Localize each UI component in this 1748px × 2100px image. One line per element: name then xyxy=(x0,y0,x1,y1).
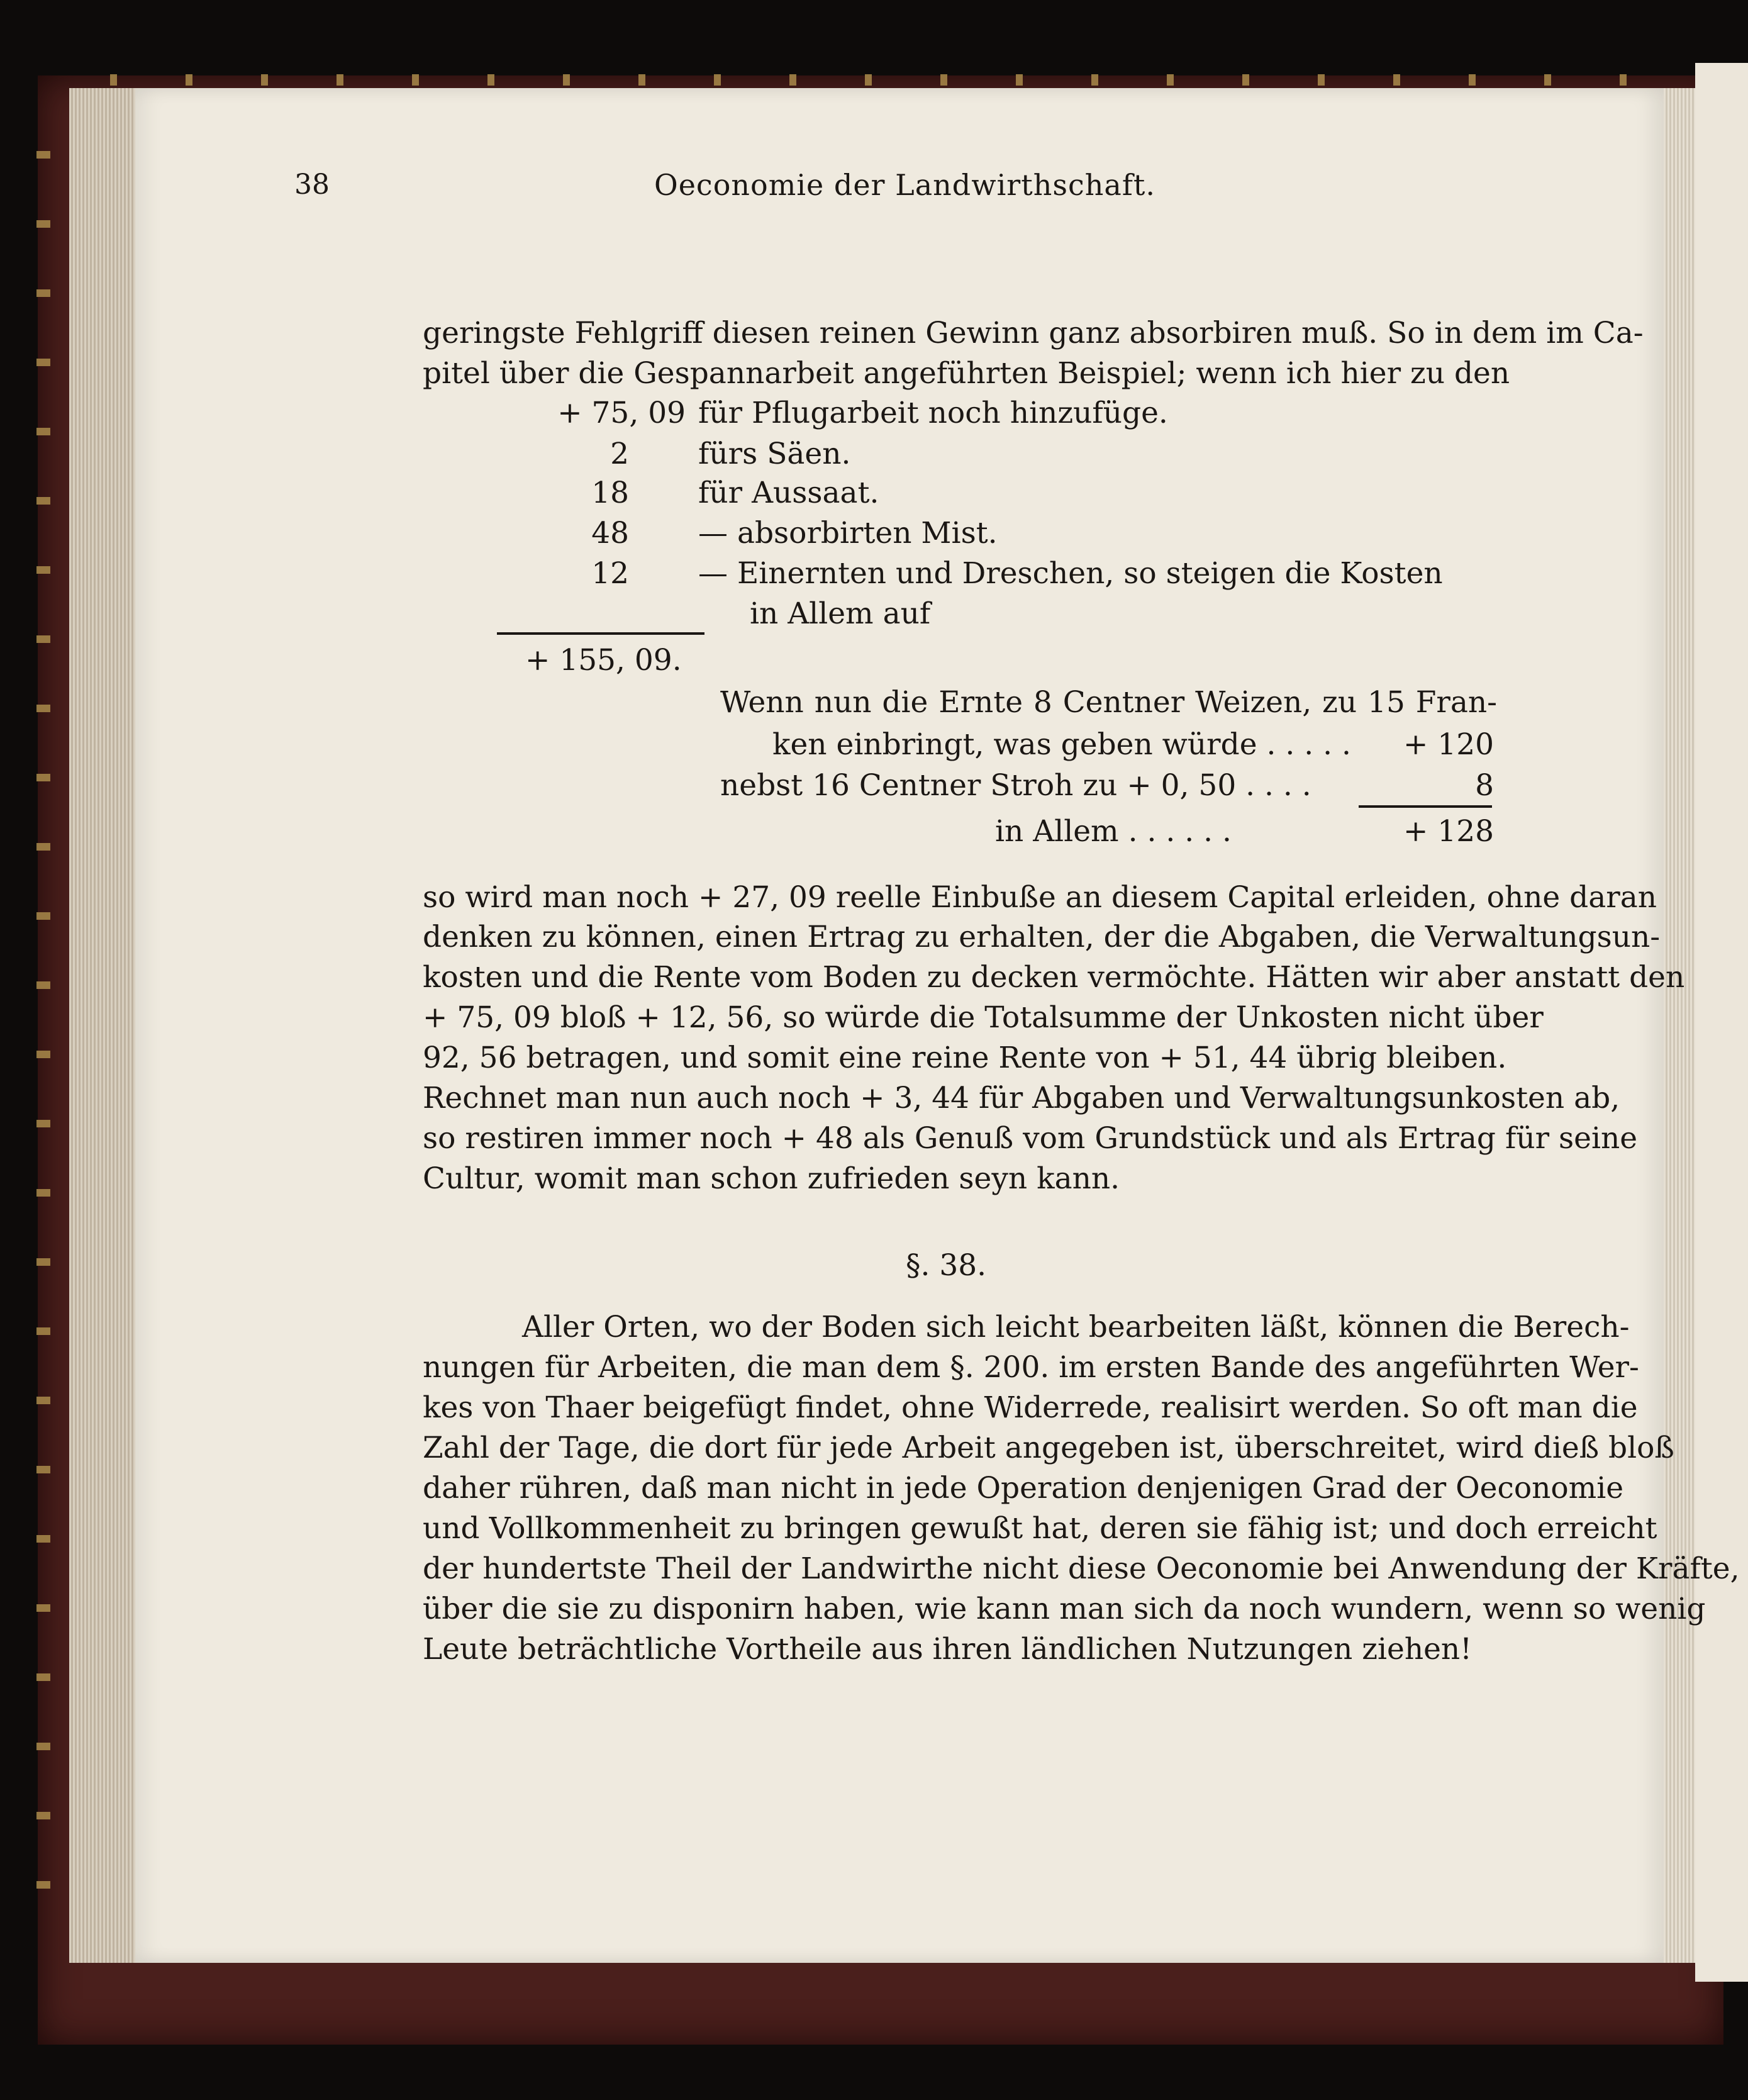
cost-text: fürs Säen. xyxy=(698,437,851,471)
text-line: 92, 56 betragen, und somit eine reine Rente von + 51, 44 übrig bleiben. xyxy=(423,1041,1507,1075)
cost-text: — absorbirten Mist. xyxy=(698,516,998,550)
text-line: Aller Orten, wo der Boden sich leicht bearbeiten läßt, können die Berech- xyxy=(522,1310,1630,1344)
cost-text: — Einernten und Dreschen, so steigen die Kosten xyxy=(698,556,1443,591)
cost-text: für Aussaat. xyxy=(698,476,879,510)
harvest-line: in Allem . . . . . . xyxy=(995,814,1232,849)
cost-amount: 12 xyxy=(591,556,629,591)
text-line: geringste Fehlgriff diesen reinen Gewinn ganz absorbiren muß. So in dem im Ca- xyxy=(423,316,1644,350)
text-line: nungen für Arbeiten, die man dem §. 200. im ersten Bande des angeführten Wer- xyxy=(423,1350,1639,1385)
harvest-value: 8 xyxy=(1475,768,1494,803)
sum-rule xyxy=(497,632,704,635)
cost-amount: 18 xyxy=(591,476,629,510)
text-line: so restiren immer noch + 48 als Genuß vom Grundstück und als Ertrag für seine xyxy=(423,1121,1638,1156)
cost-amount: + 75, 09 xyxy=(557,396,686,430)
cost-total: + 155, 09. xyxy=(525,643,682,678)
text-line: daher rühren, daß man nicht in jede Operation denjenigen Grad der Oeconomie xyxy=(423,1471,1624,1505)
text-line: kes von Thaer beigefügt findet, ohne Widerrede, realisirt werden. So oft man die xyxy=(423,1390,1638,1425)
harvest-line: nebst 16 Centner Stroh zu + 0, 50 . . . . xyxy=(720,768,1311,803)
text-line: Zahl der Tage, die dort für jede Arbeit angegeben ist, überschreitet, wird dieß bloß xyxy=(423,1431,1674,1465)
text-line: pitel über die Gespannarbeit angeführten Beispiel; wenn ich hier zu den xyxy=(423,356,1510,391)
cost-amount: 48 xyxy=(591,516,629,550)
harvest-line: ken einbringt, was geben würde . . . . . xyxy=(772,727,1351,762)
sum-rule xyxy=(1359,805,1492,808)
harvest-value: + 120 xyxy=(1403,727,1494,762)
cost-continuation: in Allem auf xyxy=(750,596,931,631)
cost-amount: 2 xyxy=(610,437,629,471)
harvest-value: + 128 xyxy=(1403,814,1494,849)
text-line: Leute beträchtliche Vortheile aus ihren ländlichen Nutzungen ziehen! xyxy=(423,1632,1472,1667)
text-line: der hundertste Theil der Landwirthe nicht diese Oeconomie bei Anwendung der Kräfte, xyxy=(423,1551,1740,1586)
page-number: 38 xyxy=(294,169,330,201)
text-line: kosten und die Rente vom Boden zu decken vermöchte. Hätten wir aber anstatt den xyxy=(423,960,1685,995)
text-line: denken zu können, einen Ertrag zu erhalten, der die Abgaben, die Verwaltungsun- xyxy=(423,920,1661,954)
text-line: Rechnet man nun auch noch + 3, 44 für Abgaben und Verwaltungsunkosten ab, xyxy=(423,1081,1620,1115)
text-line: und Vollkommenheit zu bringen gewußt hat, deren sie fähig ist; und doch erreicht xyxy=(423,1511,1657,1546)
section-heading: §. 38. xyxy=(906,1248,987,1283)
text-line: + 75, 09 bloß + 12, 56, so würde die Totalsumme der Unkosten nicht über xyxy=(423,1000,1544,1035)
harvest-line: Wenn nun die Ernte 8 Centner Weizen, zu 15 Fran- xyxy=(720,685,1497,720)
cost-text: für Pflugarbeit noch hinzufüge. xyxy=(698,396,1168,430)
text-line: Cultur, womit man schon zufrieden seyn kann. xyxy=(423,1161,1120,1196)
running-title: Oeconomie der Landwirthschaft. xyxy=(654,168,1155,202)
text-line: über die sie zu disponirn haben, wie kann man sich da noch wundern, wenn so wenig xyxy=(423,1592,1706,1626)
text-line: so wird man noch + 27, 09 reelle Einbuße an diesem Capital erleiden, ohne daran xyxy=(423,880,1657,915)
